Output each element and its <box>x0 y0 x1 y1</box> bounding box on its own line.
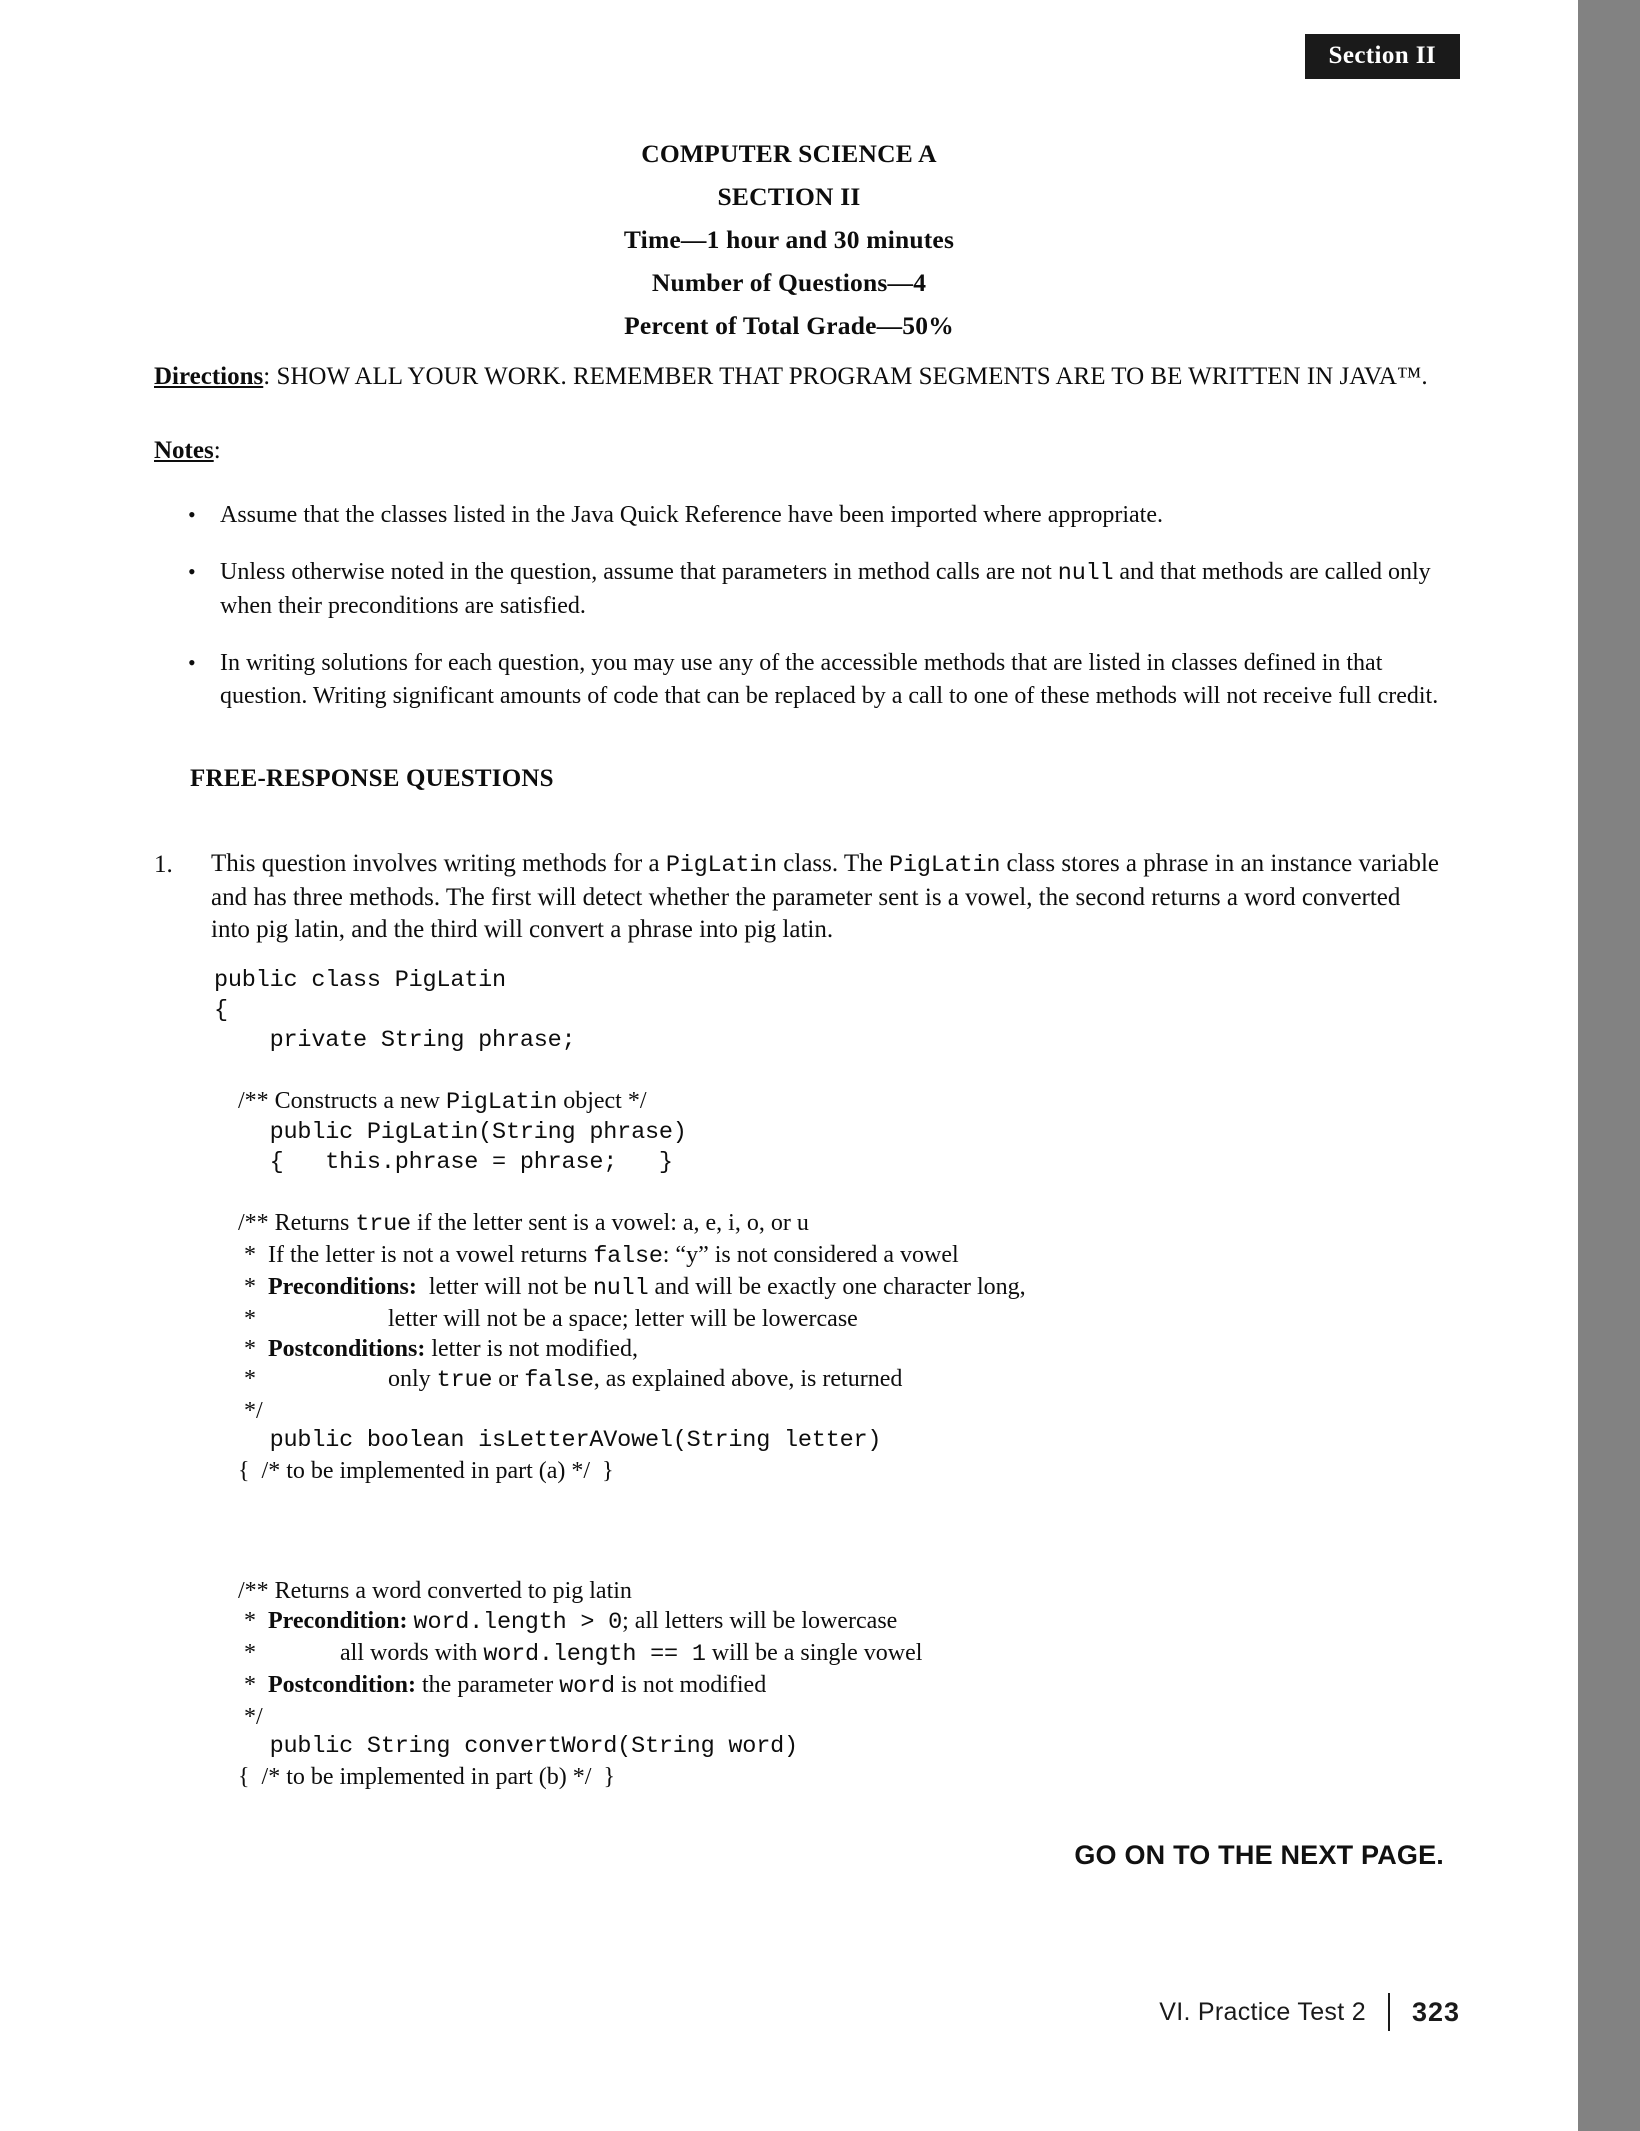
text-run: letter will not be <box>416 1274 593 1300</box>
code-token: true <box>436 1367 493 1394</box>
code-line <box>214 1026 1444 1056</box>
note-item <box>154 647 1444 713</box>
text-run: { /* to be implemented in part (a) */ } <box>214 1458 614 1484</box>
question-1 <box>154 848 1444 1792</box>
text-run: * letter will not be a space; letter will be lowercase <box>214 1306 858 1332</box>
code-token: true <box>355 1211 411 1238</box>
emphasis-label: Preconditions: <box>268 1274 417 1300</box>
code-token: { <box>214 997 228 1024</box>
code-line <box>214 996 1444 1026</box>
code-token: null <box>1057 560 1114 587</box>
code-line <box>214 1546 1444 1576</box>
header-line-3: Time—1 hour and 30 minutes <box>623 225 955 254</box>
text-run: class. The <box>777 850 890 877</box>
code-line <box>214 1056 1444 1086</box>
code-comment-line <box>214 1304 1444 1334</box>
code-line <box>214 1486 1444 1516</box>
text-run: letter is not modified, <box>425 1336 638 1362</box>
text-run: Unless otherwise noted in the question, assume that parameters in method calls are not <box>220 559 1058 585</box>
text-run: and that methods are called only when their preconditions are satisfied. <box>220 559 1431 619</box>
directions-label: Directions <box>154 363 264 390</box>
code-line <box>214 1118 1444 1148</box>
section-tab: Section II <box>1305 34 1460 79</box>
code-token: null <box>592 1275 649 1302</box>
header-line-1: COMPUTER SCIENCE A <box>641 139 937 168</box>
code-block <box>214 966 1444 1792</box>
directions-colon: : <box>263 363 271 390</box>
text-run: : “y” is not considered a vowel <box>662 1242 959 1268</box>
code-token: false <box>524 1367 594 1394</box>
code-comment-line <box>214 1396 1444 1426</box>
code-token: public PigLatin(String phrase) <box>214 1119 687 1146</box>
code-token: word.length == 1 <box>483 1641 706 1668</box>
code-token: word <box>559 1673 615 1700</box>
directions-text: SHOW ALL YOUR WORK. REMEMBER THAT PROGRAM SEGMENTS ARE TO BE WRITTEN IN JAVA™. <box>270 363 1428 390</box>
bullet-icon: • <box>188 650 196 675</box>
code-comment-line <box>214 1208 1444 1240</box>
note-item <box>154 499 1444 532</box>
code-comment-line <box>214 1240 1444 1272</box>
directions-paragraph <box>154 360 1444 393</box>
code-comment-line <box>214 1456 1444 1486</box>
note-item-text <box>220 650 1438 709</box>
code-comment-line <box>214 1638 1444 1670</box>
text-run: /** Returns a word converted to pig latin <box>214 1578 632 1604</box>
question-text <box>211 848 1444 946</box>
question-number: 1. <box>154 851 173 878</box>
code-token: public String convertWord(String word) <box>214 1733 798 1760</box>
code-token: public class PigLatin <box>214 967 506 994</box>
note-item-text <box>220 559 1431 619</box>
code-token: PigLatin <box>445 1089 558 1116</box>
code-line <box>214 1148 1444 1178</box>
text-run: */ <box>214 1704 263 1730</box>
header-line-2: SECTION II <box>717 182 861 211</box>
code-comment-line <box>214 1702 1444 1732</box>
notes-label: Notes <box>154 437 214 464</box>
body-column <box>154 360 1444 1792</box>
text-run: * only <box>214 1366 437 1392</box>
text-run: will be a single vowel <box>705 1640 923 1666</box>
footer-page-number: 323 <box>1411 1996 1460 2027</box>
text-run: class stores a phrase in an instance variable and has three methods. The first will detect whether the parameter sent is a vowel, the second returns a word converted into pig latin, and the third will convert a phrase into pig latin. <box>211 850 1439 943</box>
text-run: /** Returns <box>214 1210 356 1236</box>
text-run: or <box>492 1366 525 1392</box>
code-token: public boolean isLetterAVowel(String letter) <box>214 1427 882 1454</box>
text-run: In writing solutions for each question, you may use any of the accessible methods that are listed in classes defined in that question. Writing significant amounts of code that can be replaced by a call to one of these methods will not receive full credit. <box>220 650 1439 709</box>
text-run: if the letter sent is a vowel: a, e, i, o, or u <box>410 1210 809 1236</box>
code-token: private String phrase; <box>214 1027 576 1054</box>
footer-page-title: VI. Practice Test 2 <box>1159 1997 1366 2026</box>
emphasis-label: Precondition: <box>268 1608 408 1634</box>
exam-header <box>0 132 1578 347</box>
notes-list <box>154 499 1444 713</box>
code-line <box>214 1178 1444 1208</box>
code-line <box>214 1732 1444 1762</box>
code-token: word.length > 0 <box>413 1609 623 1636</box>
text-run: , as explained above, is returned <box>593 1366 903 1392</box>
bullet-icon: • <box>188 559 196 584</box>
note-item-text <box>220 502 1163 528</box>
code-comment-line <box>214 1762 1444 1792</box>
emphasis-label: Postconditions: <box>268 1336 426 1362</box>
code-line <box>214 966 1444 996</box>
code-comment-line <box>214 1086 1444 1118</box>
code-comment-line <box>214 1272 1444 1304</box>
code-line <box>214 1516 1444 1546</box>
code-token: false <box>593 1243 663 1270</box>
code-comment-line <box>214 1606 1444 1638</box>
text-run: Assume that the classes listed in the Java Quick Reference have been imported where appropriate. <box>220 502 1163 528</box>
text-run: and will be exactly one character long, <box>648 1274 1026 1300</box>
text-run: is not modified <box>614 1672 767 1698</box>
code-comment-line <box>214 1670 1444 1702</box>
page-edge-bar <box>1578 0 1640 2131</box>
code-comment-line <box>214 1334 1444 1364</box>
bullet-icon: • <box>188 502 196 527</box>
text-run: * <box>214 1672 268 1698</box>
text-run: * <box>214 1608 268 1634</box>
text-run: This question involves writing methods for a <box>211 850 666 877</box>
note-item <box>154 556 1444 623</box>
page-footer <box>1159 1993 1460 2031</box>
text-run: ; all letters will be lowercase <box>622 1608 898 1634</box>
notes-colon: : <box>213 437 221 464</box>
text-run: { /* to be implemented in part (b) */ } <box>214 1764 615 1790</box>
emphasis-label: Postcondition: <box>268 1672 417 1698</box>
header-line-4: Number of Questions—4 <box>651 268 927 297</box>
notes-paragraph <box>154 434 1444 467</box>
text-run: * all words with <box>214 1640 484 1666</box>
go-on-notice: GO ON TO THE NEXT PAGE. <box>1074 1840 1444 1870</box>
code-comment-line <box>214 1364 1444 1396</box>
code-token: { this.phrase = phrase; } <box>214 1149 673 1176</box>
text-run: * <box>214 1274 268 1300</box>
code-comment-line <box>214 1576 1444 1606</box>
code-line <box>214 1426 1444 1456</box>
text-run: the parameter <box>416 1672 560 1698</box>
text-run: /** Constructs a new <box>214 1088 446 1114</box>
frq-heading: FREE-RESPONSE QUESTIONS <box>190 765 554 792</box>
header-line-5: Percent of Total Grade—50% <box>624 311 954 340</box>
text-run: * <box>214 1336 268 1362</box>
text-run: object */ <box>557 1088 647 1114</box>
code-token: PigLatin <box>889 852 1001 879</box>
text-run: */ <box>214 1398 263 1424</box>
text-run: * If the letter is not a vowel returns <box>214 1242 594 1268</box>
code-token: PigLatin <box>665 852 778 879</box>
